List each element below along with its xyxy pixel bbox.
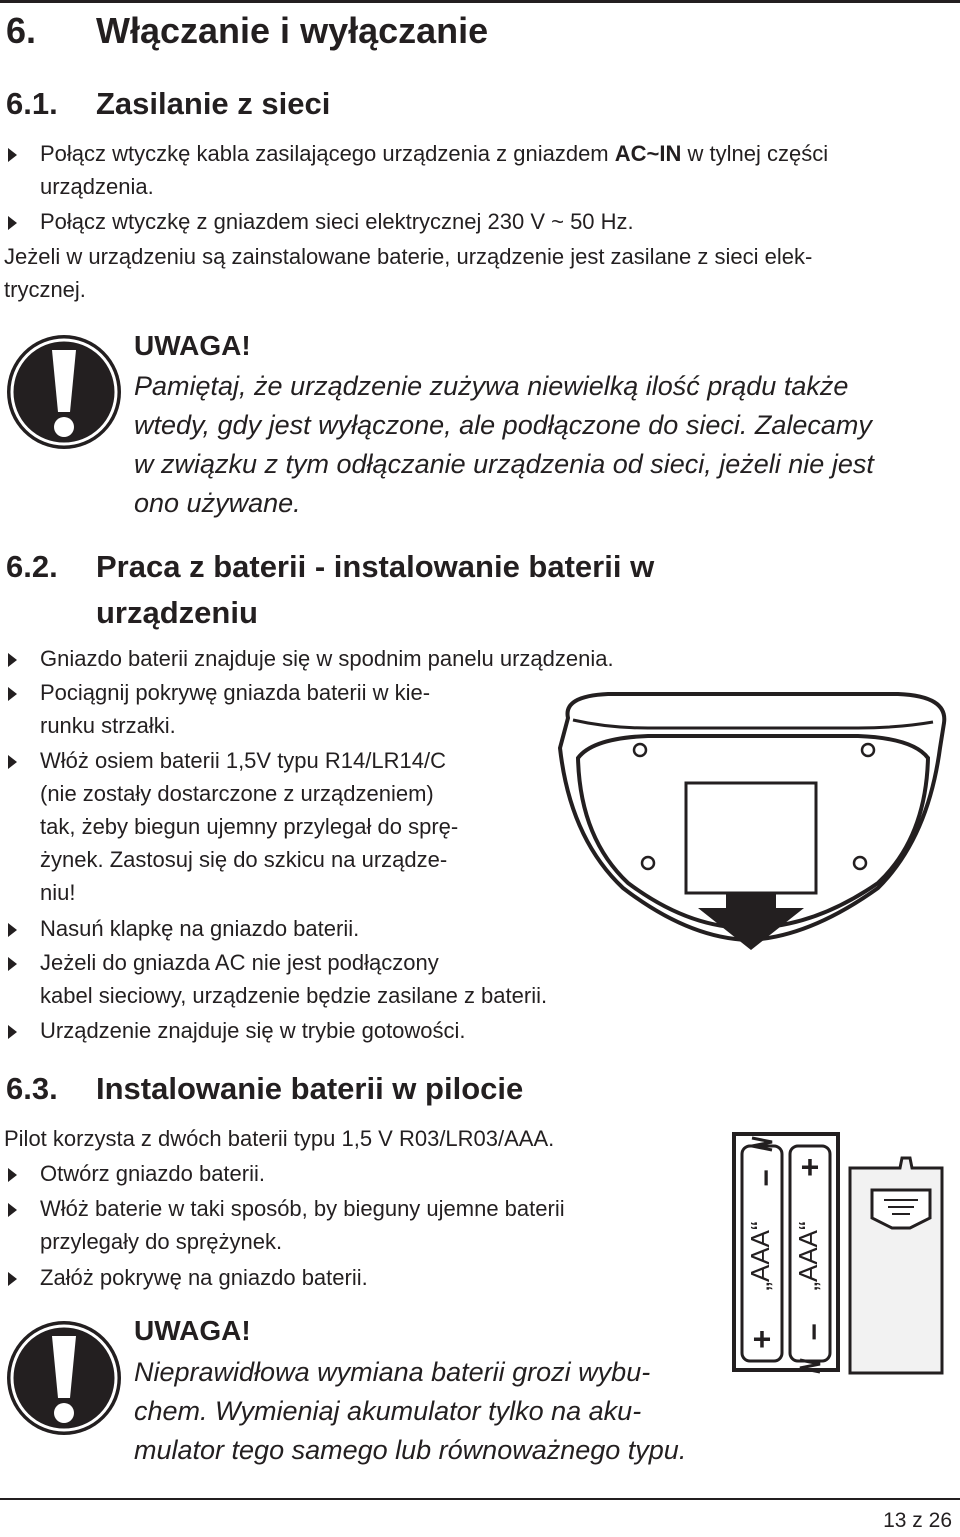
list-item: Załóż pokrywę na gniazdo baterii. [4,1261,720,1294]
bullet-arrow-icon [8,148,17,162]
warning-exclamation-icon [4,332,124,452]
list-item: Jeżeli do gniazda AC nie jest podłączony kabel sieciowy, urządzenie będzie zasilane z baterii. [4,946,740,1012]
list-item: Nasuń klapkę na gniazdo baterii. [4,912,580,945]
battery-minus-label: − [750,1169,783,1187]
list-item: Włóż osiem baterii 1,5V typu R14/LR14/C (nie zostały dostarczone z urządzeniem) tak, żeby biegun ujemny przylegał do sprę- żynek. Zastosuj się do szkicu na urządze- niu! [4,744,580,909]
bullet-arrow-icon [8,653,17,667]
bullet-arrow-icon [8,755,17,769]
list-item: Połącz wtyczkę kabla zasilającego urządzenia z gniazdem AC~IN w tylnej części urządzenia. [4,137,960,203]
bullet-arrow-icon [8,216,17,230]
list-item: Połącz wtyczkę z gniazdem sieci elektrycznej 230 V ~ 50 Hz. [4,205,960,238]
section-heading-6: 6. Włączanie i wyłączanie [6,10,489,51]
list-item: Pociągnij pokrywę gniazda baterii w kie- runku strzałki. [4,676,560,742]
warning-text: Nieprawidłowa wymiana baterii grozi wybu- chem. Wymieniaj akumulator tylko na aku- mulator tego samego lub równoważnego typu. [134,1357,687,1465]
section-heading-6-1: 6.1. Zasilanie z sieci [6,86,331,121]
battery-plus-label: + [800,1149,820,1185]
bullet-arrow-icon [8,1203,17,1217]
paragraph: Pilot korzysta z dwóch baterii typu 1,5 V R03/LR03/AAA. [4,1126,555,1151]
bullet-arrow-icon [8,923,17,937]
battery-type-label: „AAA“ [793,1221,823,1291]
remote-battery-illustration [730,1128,950,1378]
list-item: Włóż baterie w taki sposób, by bieguny ujemne baterii przylegały do sprężynek. [4,1192,720,1258]
battery-type-label: „AAA“ [745,1221,775,1291]
warning-exclamation-icon [4,1318,124,1438]
list-item: Urządzenie znajduje się w trybie gotowości. [4,1014,740,1047]
device-battery-compartment-illustration [548,688,958,958]
list-item: Gniazdo baterii znajduje się w spodnim panelu urządzenia. [4,642,760,675]
warning-title: UWAGA! [134,330,251,361]
warning-title: UWAGA! [134,1315,251,1346]
bullet-arrow-icon [8,1025,17,1039]
page-number: 13 z 26 [883,1509,952,1532]
top-rule [0,0,960,3]
bullet-arrow-icon [8,687,17,701]
bullet-arrow-icon [8,1272,17,1286]
bullet-arrow-icon [8,1168,17,1182]
section-heading-6-2: 6.2. Praca z baterii - instalowanie baterii w urządzeniu [6,549,655,630]
battery-plus-label: + [752,1321,772,1357]
bullet-arrow-icon [8,957,17,971]
warning-text: Pamiętaj, że urządzenie zużywa niewielką ilość prądu także wtedy, gdy jest wyłączone, ale podłączone do sieci. Zalecamy w związku z tym odłączanie urządzenia od sieci, jeżeli nie jest ono używane. [134,371,874,518]
battery-minus-label: − [798,1323,831,1341]
list-item: Otwórz gniazdo baterii. [4,1157,720,1190]
bottom-rule [0,1498,960,1500]
paragraph: Jeżeli w urządzeniu są zainstalowane baterie, urządzenie jest zasilane z sieci elek- trycznej. [4,244,813,302]
section-heading-6-3: 6.3. Instalowanie baterii w pilocie [6,1071,524,1106]
